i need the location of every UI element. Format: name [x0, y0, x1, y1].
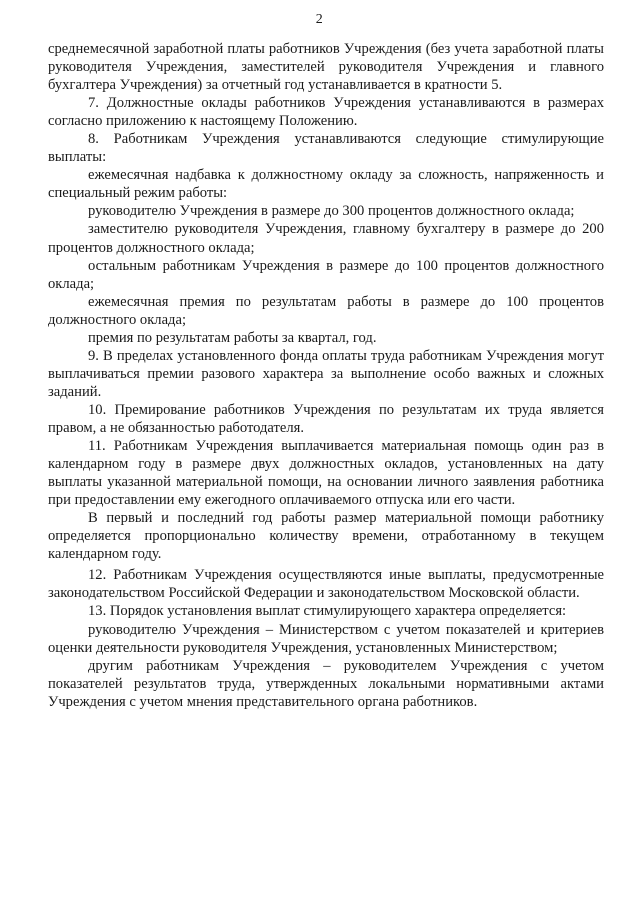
paragraph-9: 9. В пределах установленного фонда оплаты труда работникам Учреждения могут выплачиваться премии разового характера за выполнение особо важных и сложных заданий. — [48, 347, 604, 400]
paragraph-11: 11. Работникам Учреждения выплачивается материальная помощь один раз в календарном году в размере двух должностных окладов, установленных на дату выплаты указанной материальной помощи, на основании личного заявления работника при предоставлении ему ежегодного оплачиваемого отпуска или его части. — [48, 438, 604, 509]
list-item-head: руководителю Учреждения в размере до 300 процентов должностного оклада; — [88, 203, 575, 220]
paragraph-12: 12. Работникам Учреждения осуществляются иные выплаты, предусмотренные законодательством Российской Федерации и законодательством Московской области. — [48, 567, 604, 602]
list-item-monthly-bonus: ежемесячная надбавка к должностному окладу за сложность, напряженность и специальный режим работы: — [48, 167, 604, 202]
list-item-deputy: заместителю руководителя Учреждения, главному бухгалтеру в размере до 200 процентов должностного оклада; — [48, 221, 604, 256]
paragraph-13: 13. Порядок установления выплат стимулирующего характера определяется: — [88, 603, 567, 620]
page-number: 2 — [315, 12, 324, 27]
paragraph-10: 10. Премирование работников Учреждения по результатам их труда является правом, а не обязанностью работодателя. — [48, 401, 604, 436]
paragraph-7: 7. Должностные оклады работников Учреждения устанавливаются в размерах согласно приложению к настоящему Положению. — [48, 95, 604, 130]
list-item-head-criteria: руководителю Учреждения – Министерством с учетом показателей и критериев оценки деятельности руководителя Учреждения, установленных Министерством; — [48, 621, 604, 656]
list-item-other-criteria: другим работникам Учреждения – руководителем Учреждения с учетом показателей результатов труда, утвержденных локальными нормативными актами Учреждения с учетом мнения представительного органа работников. — [48, 657, 604, 710]
document-body — [48, 40, 604, 711]
paragraph-8: 8. Работникам Учреждения устанавливаются следующие стимулирующие выплаты: — [48, 131, 604, 166]
paragraph-continuation: среднемесячной заработной платы работников Учреждения (без учета заработной платы руководителя Учреждения, заместителей руководителя Учреждения и главного бухгалтера Учреждения) за отчетный год устанавливается в кратности 5. — [48, 41, 604, 94]
paragraph-11-continuation: В первый и последний год работы размер материальной помощи работнику определяется пропорционально количеству времени, отработанному в текущем календарном году. — [48, 510, 604, 563]
list-item-quarterly-premium: премия по результатам работы за квартал, год. — [88, 329, 377, 346]
list-item-monthly-premium: ежемесячная премия по результатам работы в размере до 100 процентов должностного оклада; — [48, 293, 604, 328]
list-item-other-workers: остальным работникам Учреждения в размере до 100 процентов должностного оклада; — [48, 257, 604, 292]
